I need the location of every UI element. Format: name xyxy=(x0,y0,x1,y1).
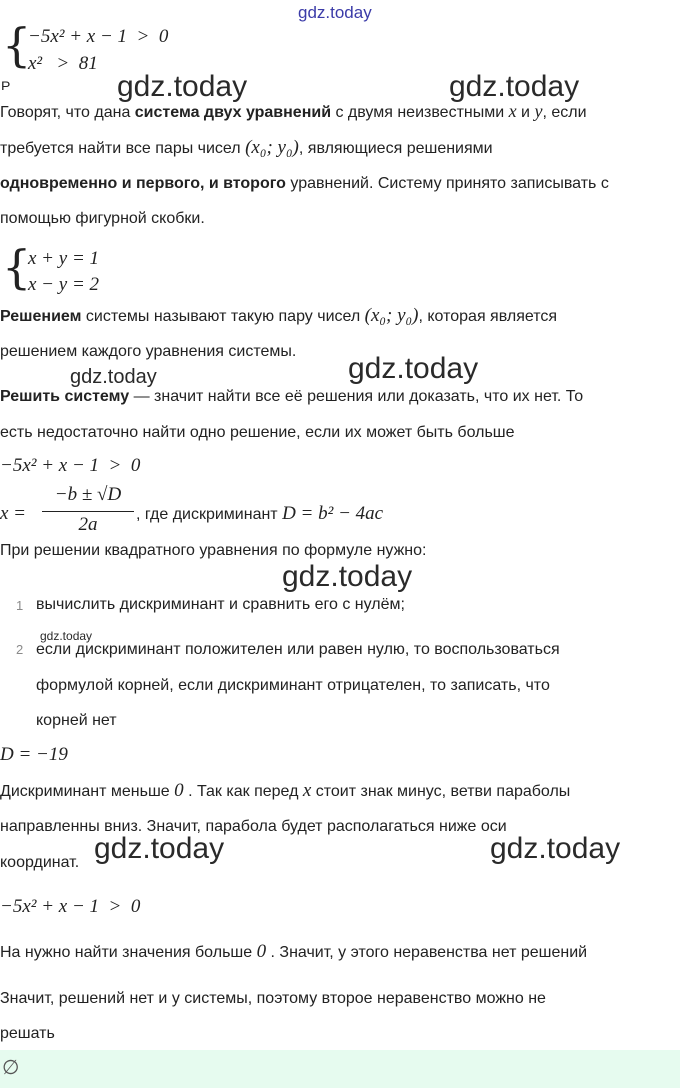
paragraph-line: решать xyxy=(0,1025,55,1042)
paragraph-line: помощью фигурной скобки. xyxy=(0,210,205,227)
list-item: корней нет xyxy=(36,712,117,729)
watermark: gdz.today xyxy=(449,70,580,103)
paragraph-line: Говорят, что дана система двух уравнений с двумя неизвестными x и y, если xyxy=(0,101,587,121)
watermark-top: gdz.today xyxy=(298,3,372,22)
paragraph-line: Решить систему — значит найти все её решения или доказать, что их нет. То xyxy=(0,388,584,405)
paragraph-line: направленны вниз. Значит, парабола будет располагаться ниже оси xyxy=(0,818,507,835)
list-number: 2 xyxy=(16,642,24,657)
paragraph-line: При решении квадратного уравнения по формуле нужно: xyxy=(0,542,427,559)
system-brace: { xyxy=(2,18,32,72)
watermark: gdz.today xyxy=(348,352,479,385)
system1-line2: x² > 81 xyxy=(28,53,98,74)
watermark: gdz.today xyxy=(70,366,157,388)
inequality: −5x² + x − 1 > 0 xyxy=(0,455,141,476)
formula-denominator: 2a xyxy=(78,514,98,535)
watermark: gdz.today xyxy=(282,560,413,593)
system2-line1: x + y = 1 xyxy=(28,248,100,269)
paragraph-line: Значит, решений нет и у системы, поэтому второе неравенство можно не xyxy=(0,990,546,1007)
formula-numerator: −b ± √D xyxy=(54,484,122,505)
formula-text: , где дискриминант D = b² − 4ac xyxy=(136,503,384,524)
paragraph-line: требуется найти все пары чисел (x₀; y₀), являющиеся решениями xyxy=(0,137,493,158)
cut-letter: Р xyxy=(1,78,11,90)
watermark: gdz.today xyxy=(94,832,225,865)
watermark: gdz.today xyxy=(40,629,93,643)
watermark: gdz.today xyxy=(490,832,621,865)
paragraph-line: есть недостаточно найти одно решение, если их может быть больше xyxy=(0,424,515,441)
system1-line1: −5x² + x − 1 > 0 xyxy=(28,26,169,47)
answer-box xyxy=(0,1050,680,1088)
list-number: 1 xyxy=(16,598,24,613)
inequality: −5x² + x − 1 > 0 xyxy=(0,896,141,917)
paragraph-line: решением каждого уравнения системы. xyxy=(0,343,297,360)
formula-lhs: x = xyxy=(0,503,27,524)
list-item: формулой корней, если дискриминант отрицателен, то записать, что xyxy=(36,677,550,694)
list-item: если дискриминант положителен или равен нулю, то воспользоваться xyxy=(36,641,560,658)
paragraph-line: одновременно и первого, и второго уравнений. Систему принято записывать с xyxy=(0,175,609,192)
system-brace: { xyxy=(2,240,32,294)
list-item: вычислить дискриминант и сравнить его с нулём; xyxy=(36,596,405,613)
paragraph-line: Дискриминант меньше 0 . Так как перед x стоит знак минус, ветви параболы xyxy=(0,780,571,801)
discriminant-value: D = −19 xyxy=(0,744,68,765)
system2-line2: x − y = 2 xyxy=(28,274,100,295)
empty-set-answer: ∅ xyxy=(2,1055,20,1079)
fraction-bar xyxy=(42,511,134,512)
watermark: gdz.today xyxy=(117,70,248,103)
paragraph-line: Решением системы называют такую пару чисел (x₀; y₀), которая является xyxy=(0,305,558,326)
paragraph-line: На нужно найти значения больше 0 . Значит, у этого неравенства нет решений xyxy=(0,941,588,962)
paragraph-line: координат. xyxy=(0,854,80,871)
